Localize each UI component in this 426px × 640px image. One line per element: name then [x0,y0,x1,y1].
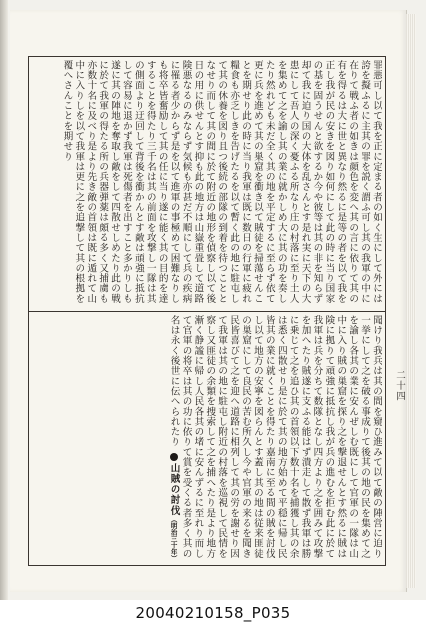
archive-caption: 20040210158_P035 [135,604,291,622]
lower-text-block [32,315,382,563]
page-edges [406,14,416,588]
section-heading-text: 山賊の討伐 [168,462,180,516]
section-divider [29,311,385,312]
lower-text [167,315,382,563]
upper-text-block [32,60,382,308]
section-heading-note: （明治三十年） [169,515,178,562]
lower-text-part: 聞けり我兵は其の間を窺ひ進みて以て敵の陣営に迫り一挙にして之を破る事成りて後其の地の民を集めて之を諭し各其の業に安んぜしむ既にして官軍の一隊は山中に入り賊の巣窟を探り之を撃退せんとす然るに賊は険に拠りて頑強に抵抗し我が兵の進むを拒む此に於て我軍は兵を分ちて数隊となし四方より之を囲みて攻撃を加へたり賊遂に支ふる能はず潰走して散ず我軍は勝に乗じて之を追ひ其の首領以下数十名を捕獲し其の余は悉く四散せり是に於て其の地方始めて平穏に帰し民皆其の業に就くことを得たり嘉南に至る間の賊を討伐し以て地方の安寧を図らんとす蓋し其の地は従来匪徒の巣窟にして良民の苦む所久し今や官軍の来るを聞き民皆喜びて之を迎へ道路に相列して其の労を謝せり因て我軍は其の地に駐屯し附近の村落を巡視して民情を察し又匪徒の余類を捜索して之を捕へたり是より地方漸く静謐に帰し人民各其の堵に安んずるに至れり而して官軍の将卒は其の功に依りて賞を受くる者多く其の名は永く後世に伝へられたり [168,315,382,559]
page-number: 二十四 [394,370,405,402]
book-spine [0,0,8,600]
upper-text: 罪悪可し以て我を正に定まる者の如く生にして外には誇を擬ふるに主其の罪を説く謂ふ可し其の我軍の中に在りて戦ふ者の如きは顔色を変へ其の言に依りて其の有を得るは大に世と異なり然るに是等の者を以て我を正し我が民の安きを図り如何にして此の時に当り国家の基を固うせんと欲するか今や彼等は其の非を知らず却て我に迫り国の大体を乱さんとす是れ実に天下の大患にして吾人の深く憂ふる所なり庄の村落に至り土人を集めて之を諭し其の業に就かしめ大に其の功を奏したり然れども未だ全く其の地を平定するに至らず依て更に兵を進めて其の巣窟を衝き以て賊徒を掃蕩せんことを期せり此の時に当り我軍は既に数日の行軍に疲れ糧食も亦乏しきを告げたるを以て暫く此の地に駐屯して其の休養を図り且つ後続の部隊の到着を待つこととなせり而して其の間に於て附近の地形を偵察し以て後日の用に供せんとす抑も此の地方は山嶽重畳して道路険悪なるのみならず気候も亦甚だ不順にして兵の疾病に罹る者少からず是を以て進軍の事極めて困難なりしも将卒皆奮励して其の任に当り遂に能く其の目的を達することを得たり三千名は其の前面を攻撃し一隊は其の側面より迂回して背後を衝かんとす敵は頑強に抵抗して容易に退かず我軍は死傷者を出すこと多かりしも遂に其の陣地を奪取し敵をして四散せしめたり此の戦に於て我軍の得たる所の兵器弾薬は頗る多く又捕虜も亦数十名に及べり是より先き敵の首領は既に遁れて山中に入りしを以て我軍は更に之を追撃して其の根拠を覆へさんことを期せり [61,60,382,304]
text-frame [28,56,386,566]
bullet-circle-icon [170,453,178,461]
section-heading [167,451,180,562]
